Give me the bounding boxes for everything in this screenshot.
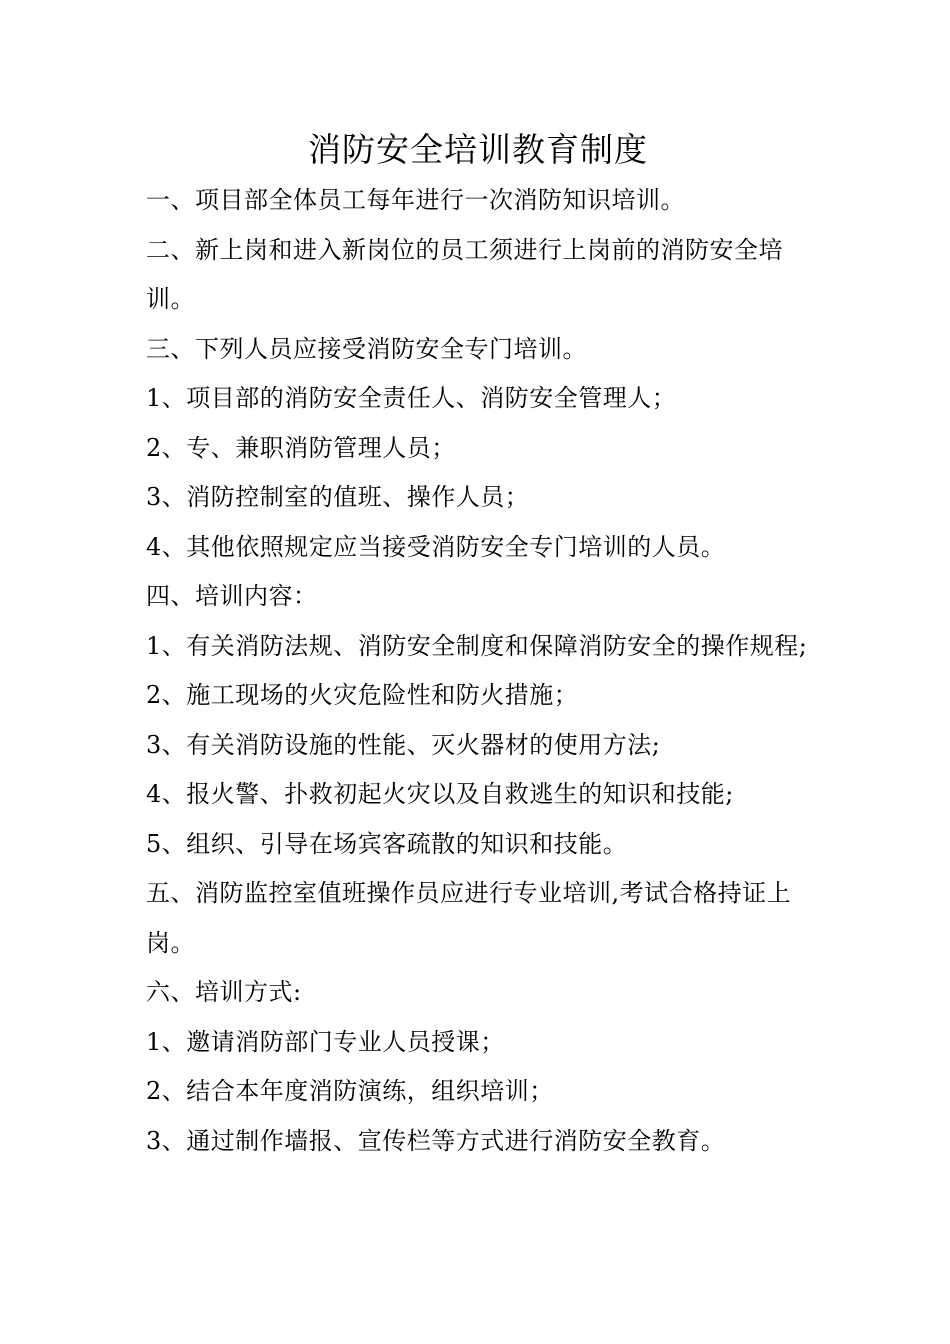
list-item: 1、项目部的消防安全责任人、消防安全管理人； bbox=[146, 384, 677, 412]
document-title: 消防安全培训教育制度 bbox=[308, 130, 648, 169]
list-item: 2、专、兼职消防管理人员； bbox=[146, 433, 456, 462]
document-body bbox=[146, 176, 810, 1166]
paragraph: 五、消防监控室值班操作员应进行专业培训,考试合格持证上岗。 bbox=[146, 879, 792, 957]
list-item: 3、通过制作墙报、宣传栏等方式进行消防安全教育。 bbox=[146, 1126, 726, 1155]
list-item: 3、有关消防设施的性能、灭火器材的使用方法; bbox=[146, 730, 661, 759]
list-item: 4、其他依照规定应当接受消防安全专门培训的人员。 bbox=[146, 532, 726, 561]
list-item: 4、报火警、扑救初起火灾以及自救逃生的知识和技能; bbox=[146, 780, 734, 808]
list-item: 1、邀请消防部门专业人员授课； bbox=[146, 1027, 505, 1056]
list-item: 1、有关消防法规、消防安全制度和保障消防安全的操作规程; bbox=[146, 631, 808, 660]
paragraph: 一、项目部全体员工每年进行一次消防知识培训。 bbox=[146, 186, 685, 214]
list-item: 5、组织、引导在场宾客疏散的知识和技能。 bbox=[146, 829, 628, 858]
paragraph: 四、培训内容： bbox=[146, 582, 318, 610]
list-item: 2、施工现场的火灾危险性和防火措施； bbox=[146, 681, 579, 709]
paragraph: 二、新上岗和进入新岗位的员工须进行上岗前的消防安全培训。 bbox=[146, 235, 783, 313]
paragraph: 三、下列人员应接受消防安全专门培训。 bbox=[146, 334, 587, 363]
list-item: 3、消防控制室的值班、操作人员； bbox=[146, 483, 530, 511]
paragraph: 六、培训方式: bbox=[146, 978, 302, 1006]
list-item: 2、结合本年度消防演练，组织培训； bbox=[146, 1077, 554, 1105]
